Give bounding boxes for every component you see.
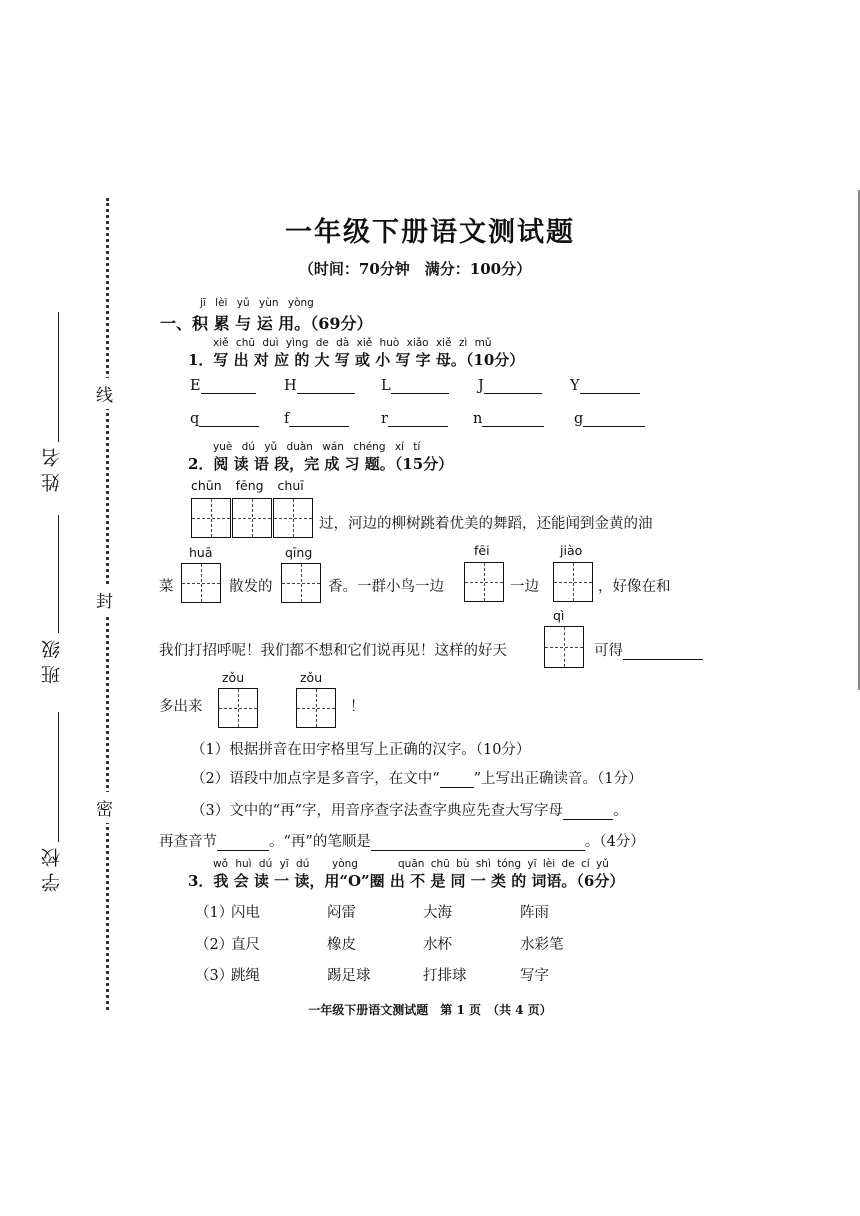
section1-pinyin: jī lèi yǔ yùn yòng [200, 297, 314, 309]
school-line [58, 712, 59, 842]
pinyin-fei: fēi [474, 543, 490, 558]
name-label: 姓名 [41, 442, 63, 492]
word-row-num: （1） [195, 905, 234, 921]
pinyin-zou: zǒu [222, 670, 245, 685]
pinyin-qing: qīng [285, 545, 313, 560]
letter-item: q [190, 411, 259, 427]
word-row-num: （2） [195, 937, 234, 953]
tianzige-box[interactable] [281, 563, 321, 603]
passage-text: 多出来 [159, 699, 203, 715]
word-option[interactable]: 阵雨 [520, 905, 549, 921]
tianzige-box[interactable] [273, 498, 313, 538]
word-option[interactable]: 水彩笔 [520, 937, 564, 953]
letter-item: n [473, 411, 544, 427]
word-option[interactable]: 打排球 [423, 968, 467, 984]
q2-sub3: （3）文中的“再”字，用音序查字法查字典应先查大写字母 。 [191, 803, 628, 819]
passage-text: 一边 [510, 579, 539, 595]
seal-word-mi: 密 [96, 792, 113, 823]
page-title: 一年级下册语文测试题 [285, 217, 575, 248]
word-option[interactable]: 闪电 [231, 905, 260, 921]
passage-text: 可得 [594, 639, 703, 660]
letter-item: J [478, 378, 542, 394]
pinyin-jiao: jiào [560, 543, 583, 558]
tianzige-box[interactable] [191, 498, 231, 538]
class-label: 班级 [41, 634, 63, 684]
passage-text: 散发的 [229, 579, 273, 595]
q2-sub2: （2）语段中加点字是多音字，在文中“ ”上写出正确读音。（1分） [191, 771, 643, 787]
word-option[interactable]: 橡皮 [327, 937, 356, 953]
passage-text: ！ [350, 699, 365, 715]
word-option[interactable]: 水杯 [423, 937, 452, 953]
tianzige-box[interactable] [181, 563, 221, 603]
letter-item: H [284, 378, 355, 394]
word-option[interactable]: 直尺 [231, 937, 260, 953]
q1-heading: 1．写 出 对 应 的 大 写 或 小 写 字 母。（10分） [188, 351, 525, 369]
letter-item: Y [570, 378, 640, 394]
passage-text: 菜 [159, 579, 174, 595]
word-option[interactable]: 闷雷 [327, 905, 356, 921]
letter-item: g [574, 411, 645, 427]
letter-item: f [284, 411, 349, 427]
letter-item: r [381, 411, 448, 427]
q2-sub3-cont: 再查音节 。“再”的笔顺是 。（4分） [159, 834, 645, 850]
tianzige-box[interactable] [544, 626, 584, 668]
pinyin-chun-feng-chui: chūn fēng chuī [191, 478, 304, 493]
q3-pinyin: yòng [332, 858, 358, 870]
pinyin-hua: huā [189, 545, 213, 560]
letter-item: L [381, 378, 449, 394]
school-label: 学校 [41, 842, 63, 892]
tianzige-box[interactable] [553, 562, 593, 602]
word-row-num: （3） [195, 968, 234, 984]
q3-heading: 3．我 会 读 一 读，用“O”圈 出 不 是 同 一 类 的 词语。（6分） [188, 872, 625, 890]
name-line [58, 312, 59, 442]
passage-line1: 过，河边的柳树跳着优美的舞蹈，还能闻到金黄的油 [319, 516, 653, 532]
pinyin-qi: qì [553, 608, 565, 623]
word-option[interactable]: 写字 [520, 968, 549, 984]
tianzige-box[interactable] [464, 562, 504, 602]
tianzige-box[interactable] [296, 688, 336, 728]
tianzige-box[interactable] [232, 498, 272, 538]
word-option[interactable]: 跳绳 [231, 968, 260, 984]
tianzige-box[interactable] [218, 688, 258, 728]
q2-heading: 2．阅 读 语 段，完 成 习 题。（15分） [188, 455, 454, 473]
page-subtitle: （时间：70分钟 满分：100分） [298, 260, 532, 278]
seal-word-feng: 封 [96, 584, 113, 615]
passage-text: ，好像在和 [598, 579, 671, 595]
q3-pinyin: quān chū bù shì tóng yī lèi de cí yǔ [398, 858, 609, 870]
word-option[interactable]: 踢足球 [327, 968, 371, 984]
section1-heading: 一、积 累 与 运 用。（69分） [160, 314, 373, 333]
q2-pinyin: yuè dú yǔ duàn wán chéng xí tí [213, 441, 421, 453]
letter-item: E [190, 378, 256, 394]
q3-pinyin: wǒ huì dú yī dú [213, 858, 310, 870]
q2-sub1: （1）根据拼音在田字格里写上正确的汉字。（10分） [191, 742, 531, 758]
q1-pinyin: xiě chū duì yìng de dà xiě huò xiǎo xiě zì mǔ [213, 337, 492, 349]
page-footer: 一年级下册语文测试题 第 1 页 （共 4 页） [308, 1003, 552, 1017]
class-line [58, 515, 59, 633]
pinyin-zou: zǒu [300, 670, 323, 685]
word-option[interactable]: 大海 [423, 905, 452, 921]
seal-word-xian: 线 [96, 378, 113, 409]
passage-text: 香。一群小鸟一边 [328, 579, 444, 595]
passage-line3: 我们打招呼呢！我们都不想和它们说再见！这样的好天 [159, 643, 507, 659]
